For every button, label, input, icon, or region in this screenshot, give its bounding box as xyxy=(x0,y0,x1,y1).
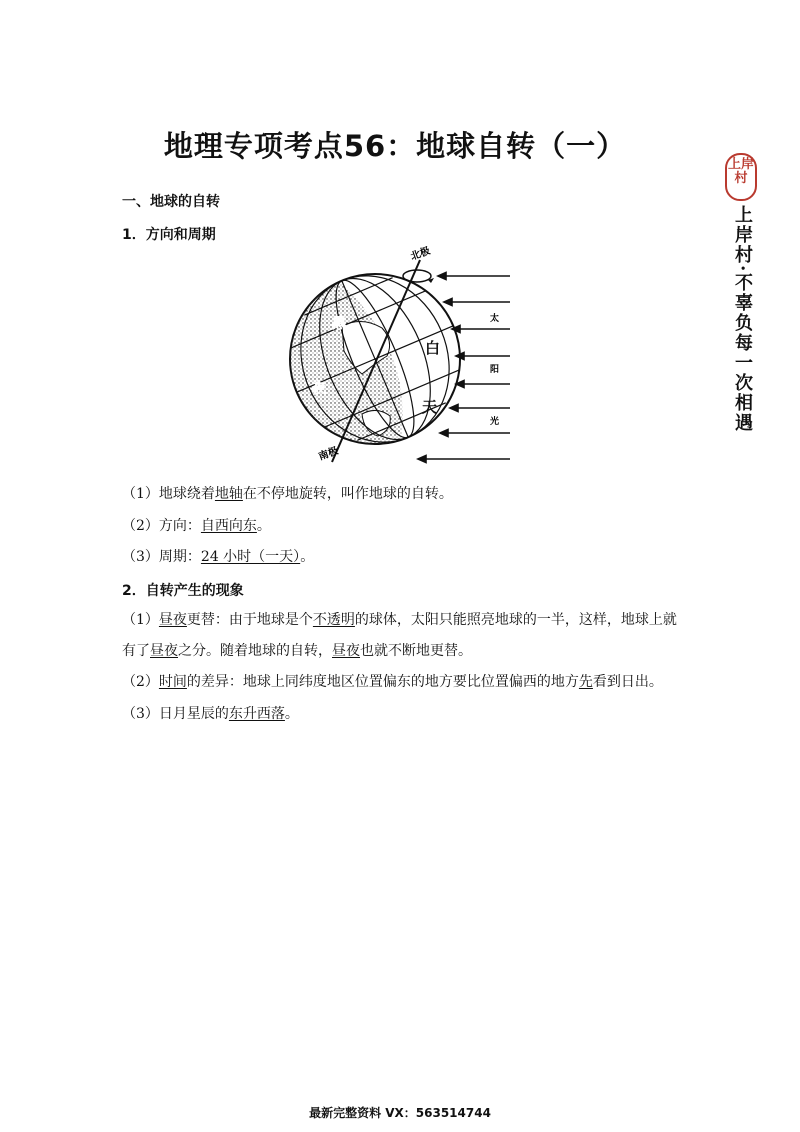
section-heading: 一、地球的自转 xyxy=(122,194,220,210)
item-period: （3）周期：24 小时（一天）。 xyxy=(122,549,315,565)
phenomenon-day-night-line-1: （1）昼夜更替：由于地球是个不透明的球体，太阳只能照亮地球的一半，这样，地球上就 xyxy=(122,612,677,628)
footer-contact: 最新完整资料 VX：563514744 xyxy=(309,1106,491,1120)
sunlight-char-3: 光 xyxy=(490,417,500,427)
page-title: 地理专项考点56：地球自转（一） xyxy=(163,129,627,163)
day-char-1: 白 xyxy=(425,339,441,357)
phenomenon-time-difference: （2）时间的差异：地球上同纬度地区位置偏东的地方要比位置偏西的地方先看到日出。 xyxy=(122,674,663,690)
seal-line-1: 上岸 xyxy=(727,157,754,172)
item-direction: （2）方向：自西向东。 xyxy=(122,518,271,534)
subsection-heading-direction-period: 1．方向和周期 xyxy=(122,227,216,243)
rotation-arrow xyxy=(403,270,431,282)
night-char-1: 黑 xyxy=(332,316,346,332)
day-char-2: 天 xyxy=(422,398,438,416)
seal-stamp xyxy=(725,153,757,201)
phenomenon-celestial-motion: （3）日月星辰的东升西落。 xyxy=(122,706,299,722)
key-term-period: 24 小时（一天） xyxy=(200,549,301,565)
night-char-2: 夜 xyxy=(312,381,326,397)
key-term-axis: 地轴 xyxy=(214,486,243,502)
sunlight-char-2: 阳 xyxy=(490,365,500,375)
subsection-heading-phenomena: 2．自转产生的现象 xyxy=(122,583,244,599)
item-rotation-definition: （1）地球绕着地轴在不停地旋转，叫作地球的自转。 xyxy=(122,486,453,502)
key-term-direction: 自西向东 xyxy=(200,518,257,534)
side-slogan: 上岸村·不辜负每一次相遇 xyxy=(732,205,753,434)
phenomenon-day-night-line-2: 有了昼夜之分。随着地球的自转，昼夜也就不断地更替。 xyxy=(122,643,472,659)
seal-line-2: 村 xyxy=(734,171,748,186)
earth-rotation-figure xyxy=(282,246,516,472)
sunlight-char-1: 太 xyxy=(490,314,500,324)
south-pole-label: 南极 xyxy=(317,445,340,463)
north-pole-label: 北极 xyxy=(409,246,432,263)
